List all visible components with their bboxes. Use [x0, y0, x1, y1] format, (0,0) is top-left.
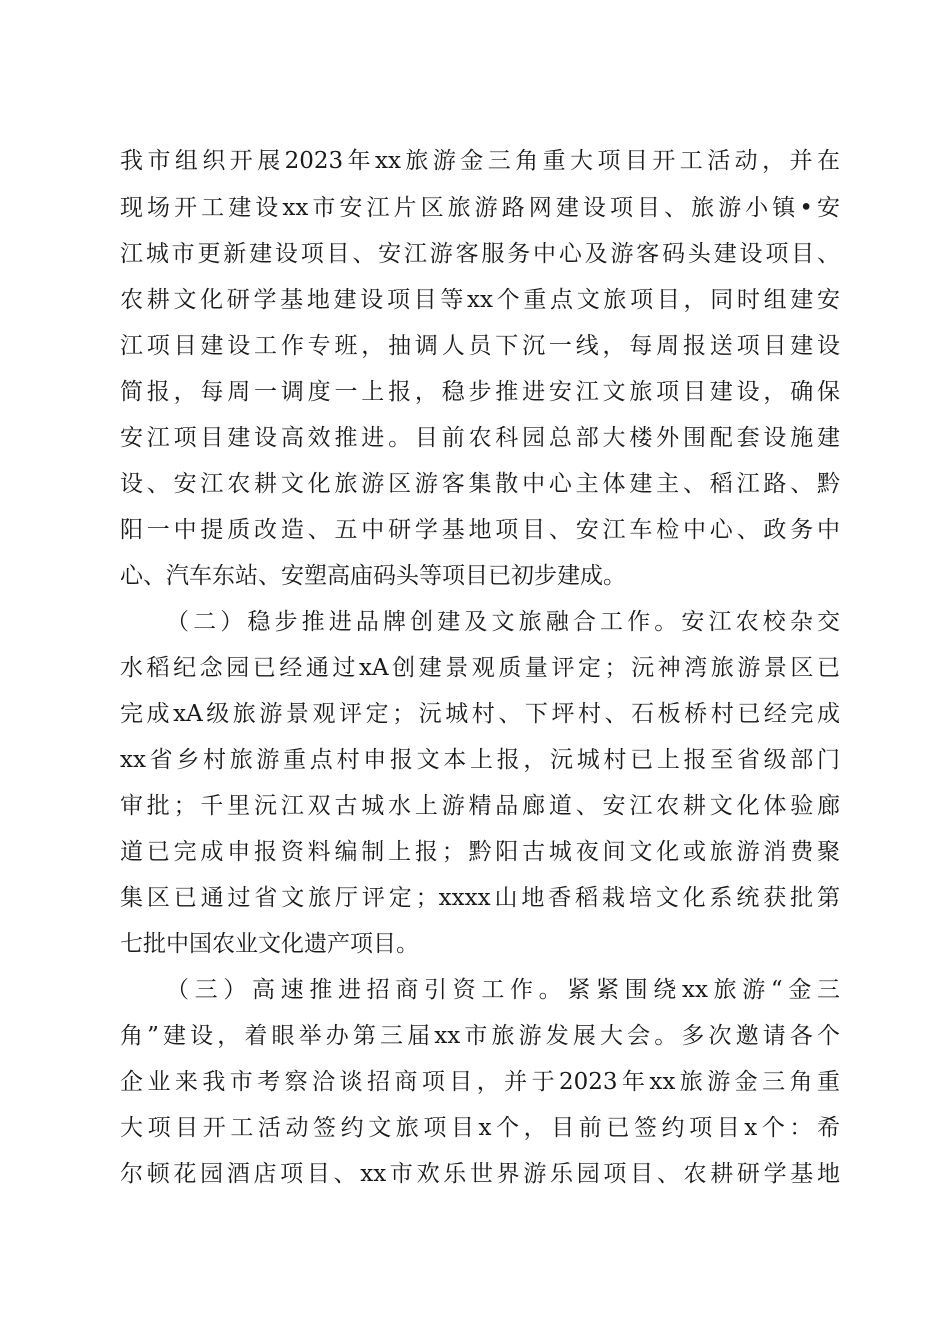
- text-line: xx省乡村旅游重点村申报文本上报，沅城村已上报至省级部门: [120, 747, 840, 773]
- text-line: 心、汽车东站、安塑高庙码头等项目已初步建成。: [120, 563, 626, 589]
- text-line: 完成xA级旅游景观评定；沅城村、下坪村、石板桥村已经完成: [120, 701, 840, 727]
- text-line: 安江项目建设高效推进。目前农科园总部大楼外围配套设施建: [120, 425, 840, 451]
- text-line: 七批中国农业文化遗产项目。: [120, 931, 419, 957]
- section-heading-line: （三）高速推进招商引资工作。紧紧围绕xx旅游“金三: [166, 977, 840, 1003]
- text-line: 现场开工建设xx市安江片区旅游路网建设项目、旅游小镇•安: [120, 195, 840, 221]
- text-line: 大项目开工活动签约文旅项目x个，目前已签约项目x个：希: [120, 1115, 840, 1141]
- text-line: 江项目建设工作专班，抽调人员下沉一线，每周报送项目建设: [120, 333, 840, 359]
- text-line: 企业来我市考察洽谈招商项目，并于2023年xx旅游金三角重: [120, 1069, 840, 1095]
- text-line: 道已完成申报资料编制上报；黔阳古城夜间文化或旅游消费聚: [120, 839, 840, 865]
- text-line: 农耕文化研学基地建设项目等xx个重点文旅项目，同时组建安: [120, 287, 840, 313]
- text-line: 阳一中提质改造、五中研学基地项目、安江车检中心、政务中: [120, 517, 840, 543]
- section-heading-line: （二）稳步推进品牌创建及文旅融合工作。安江农校杂交: [166, 609, 840, 635]
- text-line: 审批；千里沅江双古城水上游精品廊道、安江农耕文化体验廊: [120, 793, 840, 819]
- text-line: 设、安江农耕文化旅游区游客集散中心主体建主、稻江路、黔: [120, 471, 840, 497]
- text-line: 水稻纪念园已经通过xA创建景观质量评定；沅神湾旅游景区已: [120, 655, 840, 681]
- text-line: 简报，每周一调度一上报，稳步推进安江文旅项目建设，确保: [120, 379, 840, 405]
- text-line: 尔顿花园酒店项目、xx市欢乐世界游乐园项目、农耕研学基地: [120, 1161, 840, 1187]
- text-line: 角”建设，着眼举办第三届xx市旅游发展大会。多次邀请各个: [120, 1023, 840, 1049]
- text-line: 我市组织开展2023年xx旅游金三角重大项目开工活动，并在: [120, 148, 840, 174]
- text-line: 江城市更新建设项目、安江游客服务中心及游客码头建设项目、: [120, 241, 840, 267]
- text-line: 集区已通过省文旅厅评定；xxxx山地香稻栽培文化系统获批第: [120, 885, 840, 911]
